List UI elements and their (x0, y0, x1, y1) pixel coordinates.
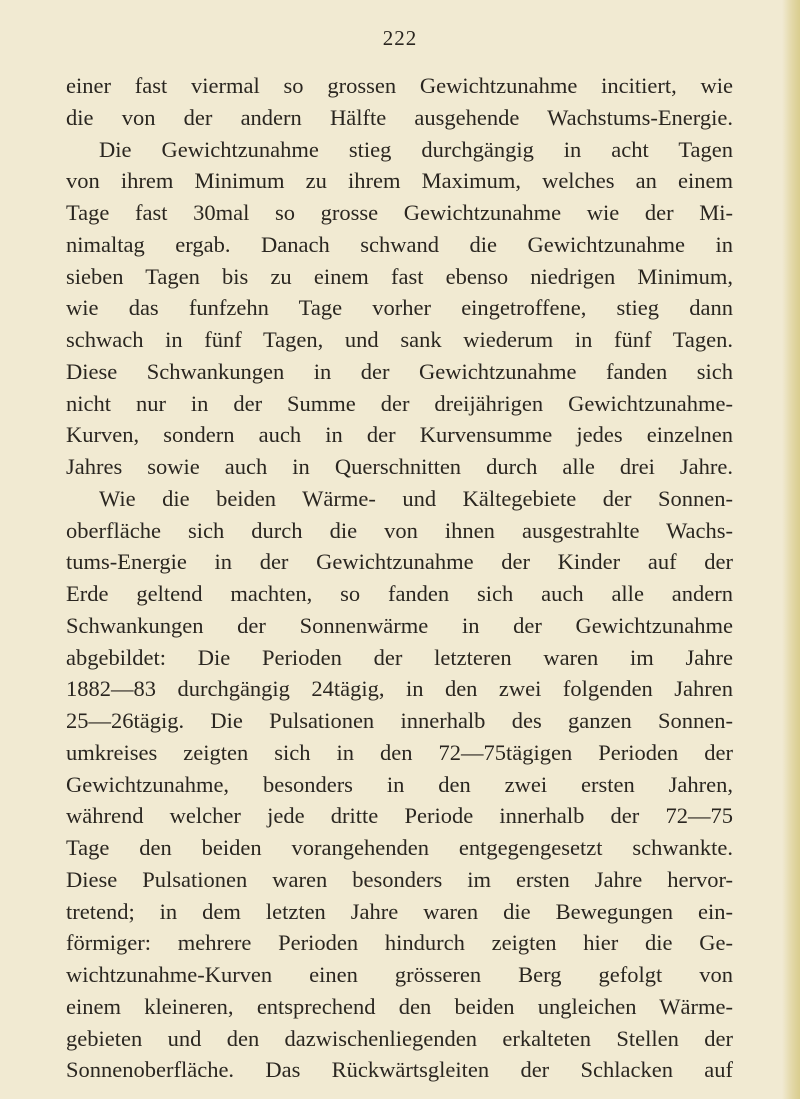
text-line: umkreises zeigten sich in den 72—75tägigen Perioden der (66, 739, 733, 765)
text-line: sieben Tagen bis zu einem fast ebenso niedrigen Minimum, (66, 263, 733, 289)
text-line: Wie die beiden Wärme- und Kältegebiete der Sonnen- (99, 485, 733, 511)
text-line: Diese Pulsationen waren besonders im ersten Jahre hervor- (66, 866, 733, 892)
text-line: einer fast viermal so grossen Gewichtzunahme incitiert, wie (66, 73, 733, 98)
text-line: Sonnenoberfläche. Das Rückwärtsgleiten der Schlacken auf (66, 1057, 733, 1083)
text-line: Erde geltend machten, so fanden sich auch alle andern (66, 581, 733, 606)
text-line: wichtzunahme-Kurven einen grösseren Berg gefolgt von (66, 962, 733, 987)
text-line: Die Gewichtzunahme stieg durchgängig in acht Tagen (99, 136, 733, 162)
text-line: die von der andern Hälfte ausgehende Wachstums-Energie. (66, 104, 733, 130)
text-line: Tage fast 30mal so grosse Gewichtzunahme wie der Mi- (66, 200, 733, 225)
text-line: Gewichtzunahme, besonders in den zwei ersten Jahren, (66, 771, 733, 797)
text-line: nimaltag ergab. Danach schwand die Gewichtzunahme in (66, 231, 733, 257)
page-edge-shadow (782, 0, 800, 1099)
text-line: nicht nur in der Summe der dreijährigen Gewichtzunahme- (66, 390, 733, 416)
text-line: tums-Energie in der Gewichtzunahme der Kinder auf der (66, 549, 733, 575)
text-line: Tage den beiden vorangehenden entgegengesetzt schwankte. (66, 835, 733, 860)
text-line: 1882—83 durchgängig 24tägig, in den zwei folgenden Jahren (66, 676, 733, 702)
text-line: abgebildet: Die Perioden der letzteren waren im Jahre (66, 644, 733, 670)
text-line: oberfläche sich durch die von ihnen ausgestrahlte Wachs- (66, 517, 733, 543)
text-line: tretend; in dem letzten Jahre waren die Bewegungen ein- (66, 898, 733, 924)
text-line: Schwankungen der Sonnenwärme in der Gewichtzunahme (66, 612, 733, 638)
text-line: während welcher jede dritte Periode innerhalb der 72—75 (66, 803, 733, 829)
text-line: wie das funfzehn Tage vorher eingetroffene, stieg dann (66, 295, 733, 321)
text-line: schwach in fünf Tagen, und sank wiederum in fünf Tagen. (66, 327, 733, 352)
text-line: Kurven, sondern auch in der Kurvensumme jedes einzelnen (66, 422, 733, 448)
page-number: 222 (382, 26, 418, 50)
text-line: Jahres sowie auch in Querschnitten durch alle drei Jahre. (66, 454, 733, 479)
text-line: einem kleineren, entsprechend den beiden ungleichen Wärme- (66, 993, 733, 1019)
body-text (66, 70, 733, 1086)
text-line: von ihrem Minimum zu ihrem Maximum, welches an einem (66, 168, 733, 194)
text-line: 25—26tägig. Die Pulsationen innerhalb des ganzen Sonnen- (66, 708, 733, 733)
text-line: gebieten und den dazwischenliegenden erkalteten Stellen der (66, 1025, 733, 1051)
text-line: Diese Schwankungen in der Gewichtzunahme fanden sich (66, 358, 733, 384)
text-line: förmiger: mehrere Perioden hindurch zeigten hier die Ge- (66, 930, 733, 956)
